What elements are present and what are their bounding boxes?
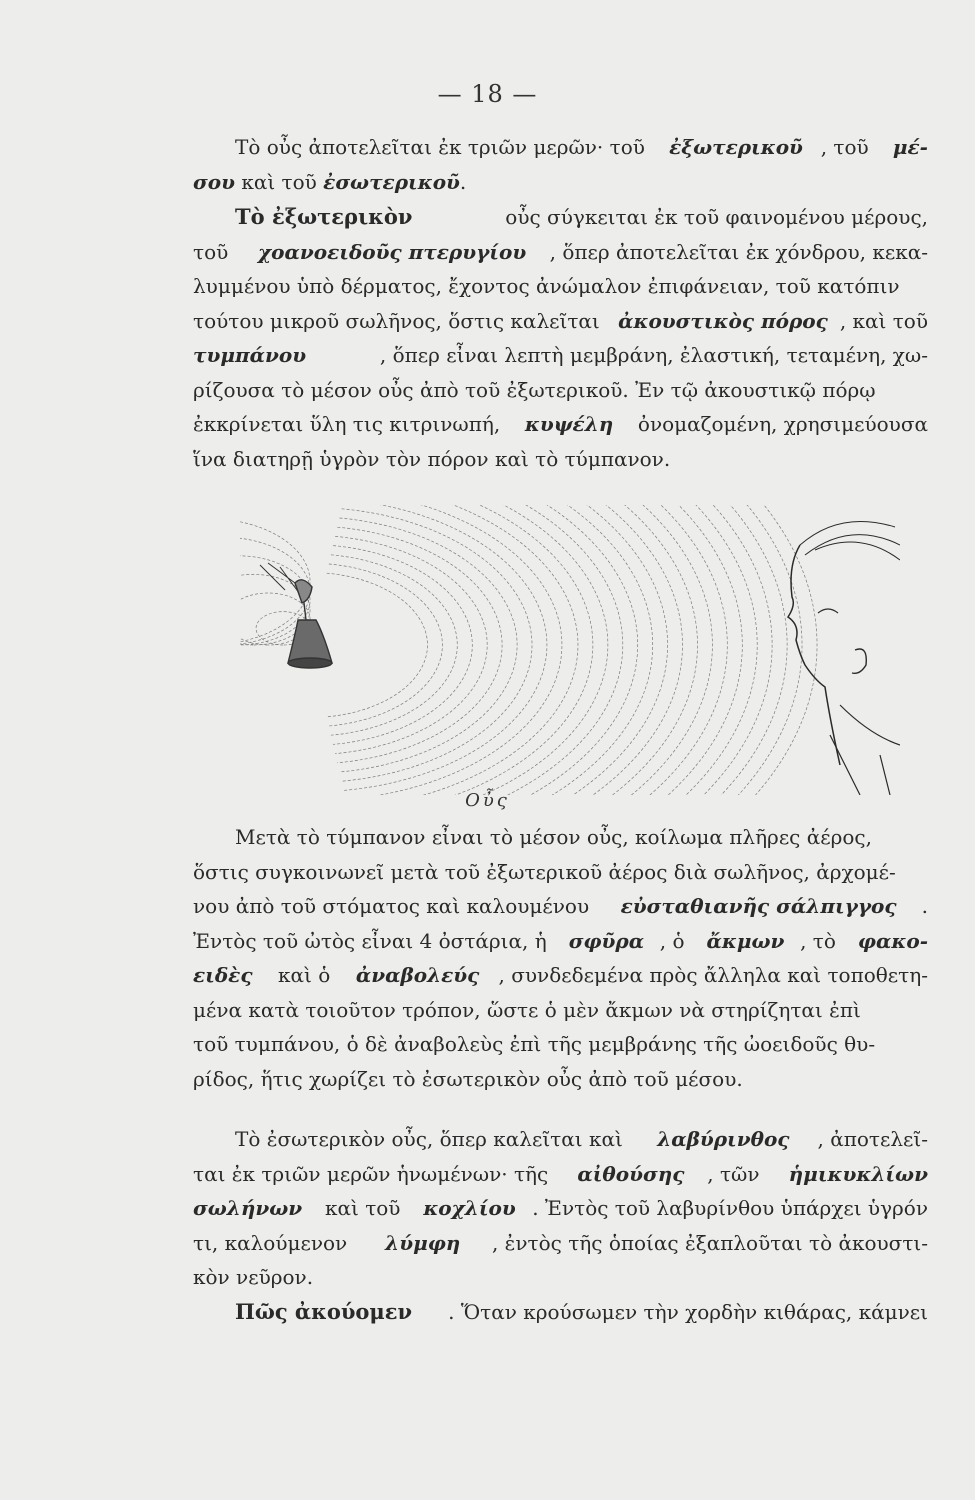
paragraph-middle-ear [193, 820, 928, 1096]
bell-icon [260, 563, 332, 668]
text-line [193, 889, 928, 924]
sound-wave-arc [365, 505, 697, 795]
emphasis-term: κοχλίου [423, 1196, 516, 1220]
line-content [193, 442, 928, 477]
text-line [193, 442, 928, 477]
text-line [193, 1191, 928, 1226]
sound-wave-arc [363, 505, 683, 795]
text-run: Ἐντὸς τοῦ ὠτὸς εἶναι 4 ὀστάρια, ἡ [193, 928, 554, 953]
sound-wave-arc [337, 527, 502, 763]
line-content [235, 820, 928, 855]
text-line [193, 1295, 928, 1330]
text-run: καὶ τοῦ [318, 1196, 407, 1220]
emphasis-term: ἐσωτερικοῦ [323, 169, 460, 194]
figure-bell-sound-waves-ear [240, 505, 900, 795]
text-run: , καὶ τοῦ [839, 308, 928, 333]
text-run: νου ἀπὸ τοῦ στόματος καὶ καλουμένου [193, 894, 596, 918]
text-run: ἐκκρίνεται ὕλη τις κιτρινωπή, [193, 412, 507, 436]
emphasis-term: λαβύρινθος [657, 1127, 790, 1151]
text-run: , συνδεδεμένα πρὸς ἄλληλα καὶ τοποθετη- [498, 963, 928, 987]
text-run: λυμμένου ὑπὸ δέρματος, ἔχοντος ἀνώμαλον ἐπιφάνειαν, τοῦ κατόπιν [193, 274, 900, 298]
head-profile-icon [788, 521, 900, 795]
text-line [193, 1226, 928, 1261]
text-line [193, 855, 928, 890]
text-line [193, 958, 928, 993]
emphasis-term: αἰθούσης [577, 1161, 685, 1186]
text-line [193, 235, 928, 270]
line-content [193, 1062, 928, 1097]
text-run: ρίδος, ἥτις χωρίζει τὸ ἐσωτερικὸν οὖς ἀπὸ τοῦ μέσου. [193, 1066, 743, 1091]
emphasis-term: Πῶς ἀκούομεν [235, 1299, 413, 1324]
sound-wave-arc [348, 505, 578, 795]
text-run: καὶ τοῦ [234, 169, 324, 194]
text-run: μένα κατὰ τοιοῦτον τρόπον, ὥστε ὁ μὲν ἄκμων νὰ στηρίζηται ἐπὶ [193, 997, 861, 1022]
text-line [193, 820, 928, 855]
text-run: Τὸ ἐσωτερικὸν οὖς, ὅπερ καλεῖται καὶ [235, 1127, 630, 1151]
text-run: τοῦ [193, 239, 235, 264]
line-content [193, 269, 928, 304]
paragraph-how-we-hear [193, 1295, 928, 1330]
text-run: κὸν νεῦρον. [193, 1265, 314, 1289]
emphasis-term: χοανοειδοῦς πτερυγίου [258, 239, 527, 264]
sound-wave-arc [367, 505, 712, 795]
line-content [193, 993, 928, 1028]
sound-wave-arc [352, 505, 608, 795]
emphasis-term: φακο- [857, 928, 928, 953]
line-content [193, 373, 928, 408]
emphasis-term: σφῦρα [568, 928, 645, 953]
text-run: οὖς σύγκειται ἐκ τοῦ φαινομένου μέρους, [498, 205, 928, 229]
text-run: τοῦ τυμπάνου, ὁ δὲ ἀναβολεὺς ἐπὶ τῆς μεμβράνης τῆς ὠοειδοῦς θυ- [193, 1032, 876, 1056]
emphasis-term: εὐσταθιανῆς σάλπιγγος [620, 894, 897, 918]
sound-wave-arc [350, 505, 593, 795]
emphasis-term: ἄκμων [706, 928, 785, 953]
emphasis-term: ἐξωτερικοῦ [669, 135, 803, 159]
emphasis-term: μέ- [892, 135, 928, 159]
emphasis-term: ειδὲς [193, 963, 253, 987]
text-line [193, 1157, 928, 1192]
text-run: , ἐντὸς τῆς ὁποίας ἐξαπλοῦται τὸ ἀκουστι- [491, 1230, 928, 1255]
line-content [193, 165, 928, 200]
sound-wave-arc [372, 505, 743, 795]
sound-wave-arc [359, 505, 653, 795]
emphasis-term: ἀκουστικὸς πόρος [618, 308, 828, 333]
line-content [193, 924, 928, 959]
sound-wave-arc [380, 505, 802, 795]
paragraph-ear-parts [193, 130, 928, 199]
line-content [193, 1157, 928, 1192]
text-line [193, 130, 928, 165]
line-content [193, 855, 928, 890]
emphasis-term: Τὸ ἐξωτερικὸν [235, 204, 413, 229]
text-run: Τὸ οὖς ἀποτελεῖται ἐκ τριῶν μερῶν· τοῦ [235, 135, 652, 159]
line-content [235, 130, 928, 165]
text-run: . [459, 169, 467, 194]
text-line [193, 165, 928, 200]
text-run: . Ἐντὸς τοῦ λαβυρίνθου ὑπάρχει ὑγρόν [532, 1196, 928, 1220]
sound-wave-arc [374, 505, 758, 795]
emphasis-term: κυψέλη [524, 412, 614, 436]
line-content [193, 304, 928, 339]
text-line [193, 200, 928, 235]
text-line [193, 304, 928, 339]
sound-wave-arc [327, 573, 428, 717]
text-run: τούτου μικροῦ σωλῆνος, ὅστις καλεῖται [193, 308, 607, 333]
text-run: Μετὰ τὸ τύμπανον εἶναι τὸ μέσον οὖς, κοίλωμα πλῆρες ἀέρος, [235, 825, 872, 849]
sound-wave-arc [382, 505, 817, 795]
sound-wave-arc [378, 505, 787, 795]
text-line [193, 407, 928, 442]
page-number: — 18 — [437, 80, 538, 108]
figure-caption: Οὖς [465, 790, 510, 811]
emphasis-term: σωλήνων [193, 1196, 303, 1220]
text-run: . [921, 894, 928, 918]
text-line [193, 1062, 928, 1097]
sound-wave-arc [333, 546, 472, 745]
sound-wave-arc [361, 505, 668, 795]
line-content [193, 407, 928, 442]
paragraph-inner-ear [193, 1122, 928, 1295]
line-content [193, 235, 928, 270]
text-line [193, 993, 928, 1028]
emphasis-term: ἀναβολεύς [355, 963, 480, 987]
line-content [235, 200, 928, 235]
text-run: ὅστις συγκοινωνεῖ μετὰ τοῦ ἐξωτερικοῦ ἀέρος διὰ σωλῆνος, ἀρχομέ- [193, 859, 896, 884]
line-content [235, 1122, 928, 1157]
sound-wave-arc [335, 536, 487, 753]
text-run: ρίζουσα τὸ μέσον οὖς ἀπὸ τοῦ ἐξωτερικοῦ. Ἐν τῷ ἀκουστικῷ πόρῳ [193, 377, 876, 402]
text-run: , ὁ [659, 928, 691, 953]
text-line [193, 269, 928, 304]
paragraph-outer-ear [193, 200, 928, 476]
line-content [193, 889, 928, 924]
sound-wave-arc [342, 509, 532, 781]
text-line [193, 1122, 928, 1157]
text-line [193, 1260, 928, 1295]
text-run: τι, καλούμενον [193, 1230, 354, 1255]
text-run: , ἀποτελεῖ- [817, 1127, 928, 1151]
text-run: , ὅπερ εἶναι λεπτὴ μεμβράνη, ἐλαστική, τεταμένη, χω- [379, 343, 928, 367]
line-content [193, 338, 928, 373]
text-run: , τὸ [800, 928, 843, 953]
text-line [193, 924, 928, 959]
sound-wave-arc [346, 505, 562, 795]
sound-wave-arc [340, 518, 518, 772]
text-line [193, 1027, 928, 1062]
text-run: . Ὅταν κρούσωμεν τὴν χορδὴν κιθάρας, κάμνει [448, 1300, 928, 1324]
sound-wave-arc [357, 505, 638, 795]
text-run: καὶ ὁ [271, 963, 337, 987]
text-line [193, 373, 928, 408]
text-run: , τοῦ [820, 135, 876, 159]
line-content [193, 958, 928, 993]
line-content [193, 1191, 928, 1226]
emphasis-term: λύμφη [385, 1230, 461, 1255]
text-run: , ὅπερ ἀποτελεῖται ἐκ χόνδρου, κεκα- [549, 239, 928, 264]
emphasis-term: σου [193, 169, 235, 194]
text-run: ἵνα διατηρῇ ὑγρὸν τὸν πόρον καὶ τὸ τύμπανον. [193, 446, 671, 471]
line-content [235, 1295, 928, 1330]
emphasis-term: ἡμικυκλίων [788, 1161, 928, 1186]
line-content [193, 1260, 928, 1295]
emphasis-term: τυμπάνου [193, 343, 307, 367]
text-run: ται ἐκ τριῶν μερῶν ἡνωμένων· τῆς [193, 1161, 555, 1186]
line-content [193, 1027, 928, 1062]
text-line [193, 338, 928, 373]
text-run: , τῶν [707, 1161, 766, 1186]
line-content [193, 1226, 928, 1261]
text-run: ὀνομαζομένη, χρησιμεύουσα [631, 412, 928, 436]
